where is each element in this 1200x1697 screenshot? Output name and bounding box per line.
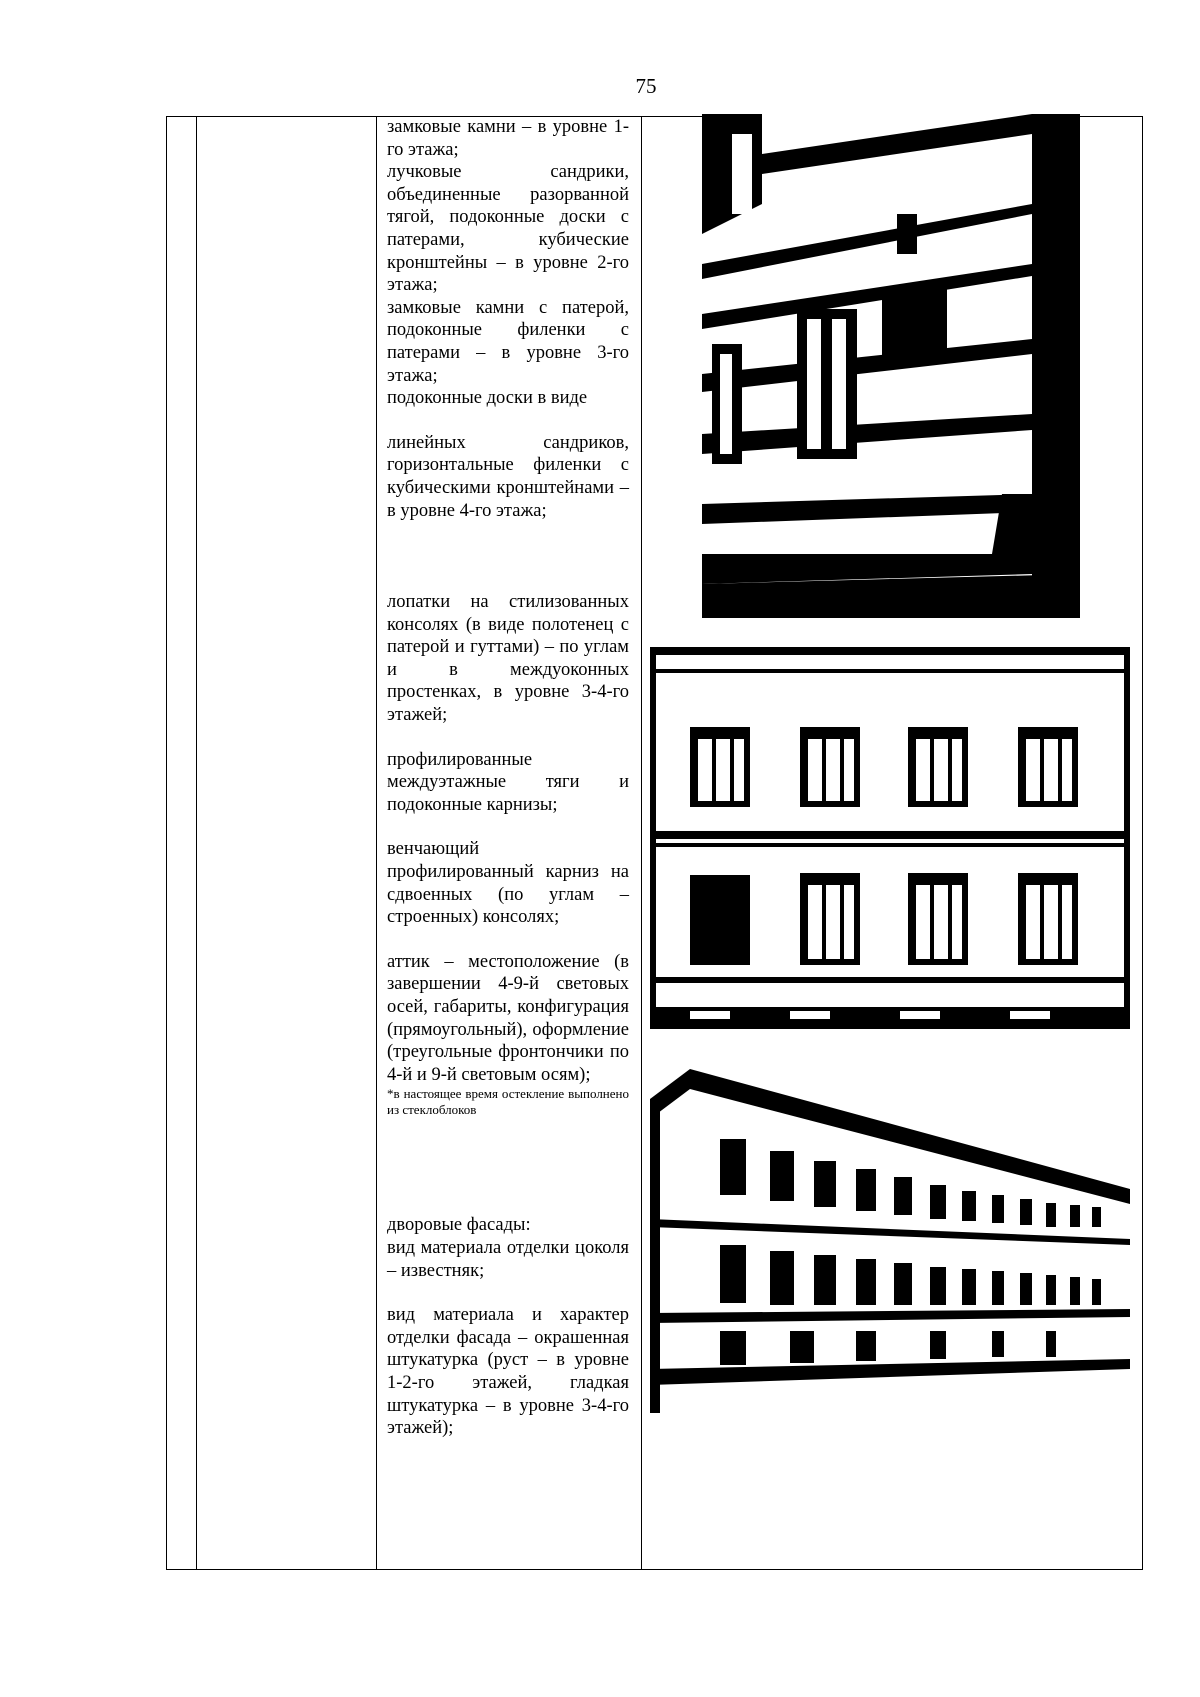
building-perspective-image <box>650 1069 1130 1413</box>
facade-windows-photo <box>650 647 1130 1029</box>
entry-profiled-belts: профилированные междуэтажные тяги и подоконные карнизы; <box>387 749 629 815</box>
column-divider-2 <box>376 117 377 1569</box>
entry-pilasters: лопатки на стилизованных консолях (в виде полотенец с патерой и гуттами) – по углам и в междуоконных простенках, в уровне 3-4-го этажей; <box>387 592 629 726</box>
entry-facade-finish: вид материала и характер отделки фасада – окрашенная штукатурка (руст – в уровне 1-2-го этажей, гладкая штукатурка – в уровне 3-4-го этажей); <box>387 1305 629 1439</box>
page-number: 75 <box>635 74 657 98</box>
entry-attic: аттик – местоположение (в завершении 4-9-й световых осей, габариты, конфигурация (прямоугольный), оформление (треугольные фронтончики по 4-й и 9-й световым осям); <box>387 951 629 1085</box>
entry-keystones-1: замковые камни – в уровне 1-го этажа; <box>387 117 629 160</box>
entry-sandriks-2: лучковые сандрики, объединенные разорванной тягой, подоконные доски с патерами, кубические кронштейны – в уровне 2-го этажа; <box>387 162 629 296</box>
building-corner-image <box>702 114 1080 618</box>
column-divider-3 <box>641 117 642 1569</box>
entry-linear-sandriks: линейных сандриков, горизонтальные филенки с кубическими кронштейнами – в уровне 4-го этажа; <box>387 432 629 521</box>
entry-sill-boards: подоконные доски в виде <box>387 388 588 409</box>
entry-keystones-3: замковые камни с патерой, подоконные филенки с патерами – в уровне 3-го этажа; <box>387 297 629 386</box>
building-perspective-photo <box>650 1069 1130 1413</box>
description-column <box>387 116 629 1440</box>
glazing-note: *в настоящее время остекление выполнено из стеклоблоков <box>387 1086 629 1118</box>
entry-plinth-material: вид материала отделки цоколя – известняк; <box>387 1237 629 1281</box>
entry-cornice: венчающий профилированный карниз на сдвоенных (по углам – строенных) консолях; <box>387 839 629 928</box>
column-divider-1 <box>196 117 197 1569</box>
building-corner-photo <box>702 114 1080 618</box>
entry-courtyard-facades: дворовые фасады: <box>387 1215 531 1236</box>
facade-windows-image <box>650 647 1130 1029</box>
